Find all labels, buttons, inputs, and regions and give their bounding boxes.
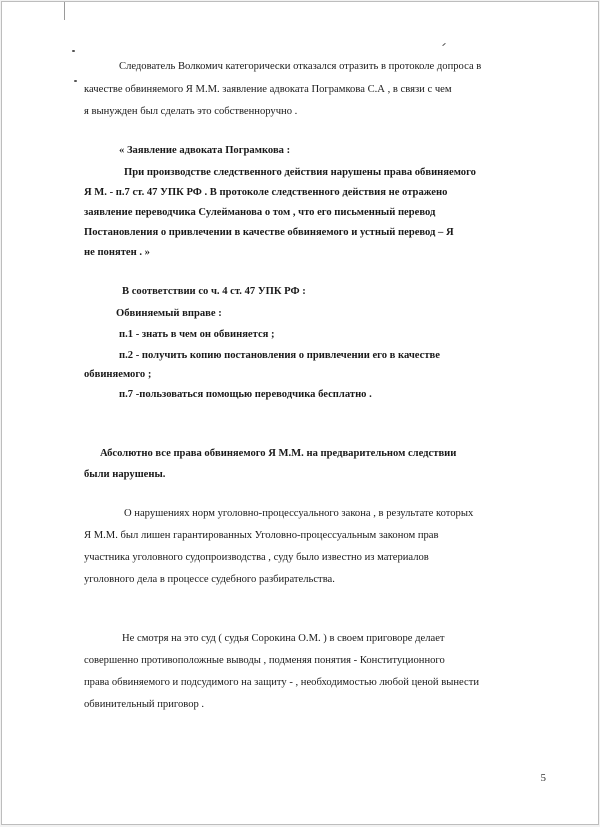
text-line: п.7 -пользоваться помощью переводчика бесплатно .: [119, 389, 372, 400]
text-line: Постановления о привлечении в качестве обвиняемого и устный перевод – Я: [84, 227, 454, 238]
scan-speck: [74, 80, 77, 82]
text-line: В соответствии со ч. 4 ст. 47 УПК РФ :: [122, 286, 306, 297]
text-line: Абсолютно все права обвиняемого Я М.М. на предварительном следствии: [100, 448, 457, 459]
scan-speck: [72, 50, 75, 52]
text-line: совершенно противоположные выводы , подменяя понятия - Конституционного: [84, 655, 445, 666]
text-line: О нарушениях норм уголовно-процессуального закона , в результате которых: [124, 508, 474, 519]
text-line: обвиняемого ;: [84, 369, 152, 380]
text-line: обвинительный приговор .: [84, 699, 205, 710]
text-line: заявление переводчика Сулейманова о том , что его письменный перевод: [84, 207, 436, 218]
text-line: качестве обвиняемого Я М.М. заявление адвоката Пограмкова С.А , в связи с чем: [84, 84, 452, 95]
text-line: права обвиняемого и подсудимого на защиту - , необходимостью любой ценой вынести: [84, 677, 480, 688]
text-line: не понятен . »: [84, 247, 150, 258]
text-line: Следователь Волкомич категорически отказался отразить в протоколе допроса в: [119, 61, 482, 72]
text-line: Не смотря на это суд ( судья Сорокина О.М. ) в своем приговоре делает: [122, 633, 445, 644]
text-line: были нарушены.: [84, 469, 166, 480]
text-line: Обвиняемый вправе :: [116, 308, 222, 319]
text-line: Я М. - п.7 ст. 47 УПК РФ . В протоколе следственного действия не отражено: [84, 187, 448, 198]
page-number: 5: [540, 772, 546, 784]
scan-speck: [442, 43, 446, 46]
scan-artifact: [64, 2, 65, 20]
text-line: п.1 - знать в чем он обвиняется ;: [119, 329, 275, 340]
text-line: При производстве следственного действия нарушены права обвиняемого: [124, 167, 476, 178]
text-line: я вынужден был сделать это собственноручно .: [84, 106, 298, 117]
text-line: уголовного дела в процессе судебного разбирательства.: [84, 574, 335, 585]
text-line: Я М.М. был лишен гарантированных Уголовно-процессуальным законом прав: [84, 530, 439, 541]
text-line: « Заявление адвоката Пограмкова :: [119, 145, 291, 156]
document-page: [1, 1, 599, 825]
text-line: п.2 - получить копию постановления о привлечении его в качестве: [119, 350, 440, 361]
text-line: участника уголовного судопроизводства , суду было известно из материалов: [84, 552, 429, 563]
